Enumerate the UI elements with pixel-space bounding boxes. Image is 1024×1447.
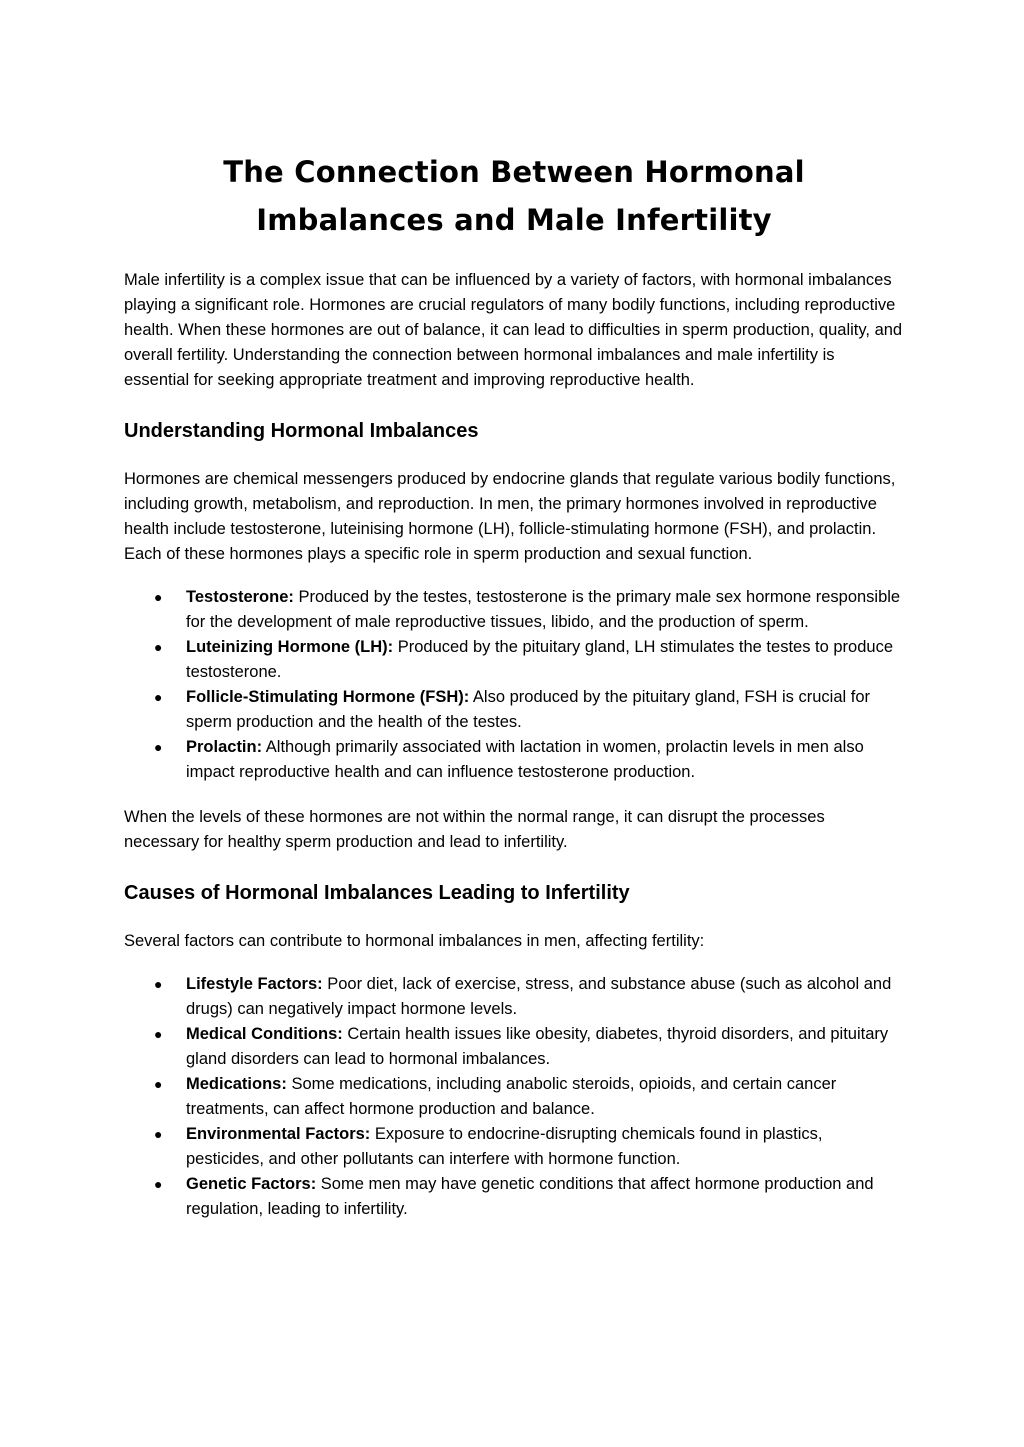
list-item-term: Follicle-Stimulating Hormone (FSH): [186,688,470,706]
list-item-environmental [124,1122,904,1172]
list-item-text: Some medications, including anabolic steroids, opioids, and certain cancer treatments, can affect hormone production and balance. [186,1075,837,1118]
title-line-2: Imbalances and Male Infertility [256,203,772,237]
list-item-text: Certain health issues like obesity, diabetes, thyroid disorders, and pituitary gland disorders can lead to hormonal imbalances. [186,1025,889,1068]
list-item-text: Some men may have genetic conditions that affect hormone production and regulation, leading to infertility. [186,1175,874,1218]
list-item-term: Lifestyle Factors: [186,975,323,993]
list-item-medical [124,1022,904,1072]
list-item-term: Medications: [186,1075,287,1093]
bullet-icon: ● [154,1076,163,1092]
list-item-term: Medical Conditions: [186,1025,343,1043]
bullet-icon: ● [154,689,163,705]
title-line-1: The Connection Between Hormonal [223,155,805,189]
intro-paragraph: Male infertility is a complex issue that can be influenced by a variety of factors, with hormonal imbalances playing a significant role. Hormones are crucial regulators of many bodily functions, including reproductive health. When these hormones are out of balance, it can lead to difficulties in sperm production, quality, and overall fertility. Understanding the connection between hormonal imbalances and male infertility is essential for seeking appropriate treatment and improving reproductive health. [124,271,903,389]
list-item-term: Prolactin: [186,738,263,756]
list-item-term: Genetic Factors: [186,1175,317,1193]
section-paragraph-understanding: Hormones are chemical messengers produced by endocrine glands that regulate various bodily functions, including growth, metabolism, and reproduction. In men, the primary hormones involved in reproductive health include testosterone, luteinising hormone (LH), follicle-stimulating hormone (FSH), and prolactin. Each of these hormones plays a specific role in sperm production and sexual function. [124,470,896,563]
list-item-genetic [124,1172,904,1222]
list-item-text: Although primarily associated with lactation in women, prolactin levels in men also impact reproductive health and can influence testosterone production. [186,738,864,781]
section-closing-paragraph: When the levels of these hormones are not within the normal range, it can disrupt the processes necessary for healthy sperm production and lead to infertility. [124,808,825,851]
list-item-text: Produced by the pituitary gland, LH stimulates the testes to produce testosterone. [186,638,894,681]
bullet-icon: ● [154,739,163,755]
list-item-text: Also produced by the pituitary gland, FSH is crucial for sperm production and the health of the testes. [186,688,871,731]
list-item-text: Produced by the testes, testosterone is the primary male sex hormone responsible for the development of male reproductive tissues, libido, and the production of sperm. [186,588,901,631]
list-item-term: Testosterone: [186,588,294,606]
section-paragraph-causes: Several factors can contribute to hormonal imbalances in men, affecting fertility: [124,932,705,950]
list-item-lifestyle [124,972,904,1022]
document-page [124,148,904,1222]
list-item-fsh [124,685,904,735]
list-item-text: Poor diet, lack of exercise, stress, and substance abuse (such as alcohol and drugs) can negatively impact hormone levels. [186,975,892,1018]
list-item-term: Luteinizing Hormone (LH): [186,638,394,656]
bullet-icon: ● [154,1126,163,1142]
document-title [124,148,904,244]
list-item-text: Exposure to endocrine-disrupting chemicals found in plastics, pesticides, and other pollutants can interfere with hormone function. [186,1125,823,1168]
section-heading-causes: Causes of Hormonal Imbalances Leading to Infertility [124,882,630,904]
list-item-prolactin [124,735,904,785]
bullet-icon: ● [154,1026,163,1042]
section-heading-understanding: Understanding Hormonal Imbalances [124,420,479,442]
list-item-testosterone [124,585,904,635]
bullet-icon: ● [154,976,163,992]
list-item-medications [124,1072,904,1122]
bullet-icon: ● [154,1176,163,1192]
bullet-icon: ● [154,589,163,605]
list-item-term: Environmental Factors: [186,1125,371,1143]
causes-list [124,972,904,1222]
hormone-list [124,585,904,785]
list-item-lh [124,635,904,685]
bullet-icon: ● [154,639,163,655]
